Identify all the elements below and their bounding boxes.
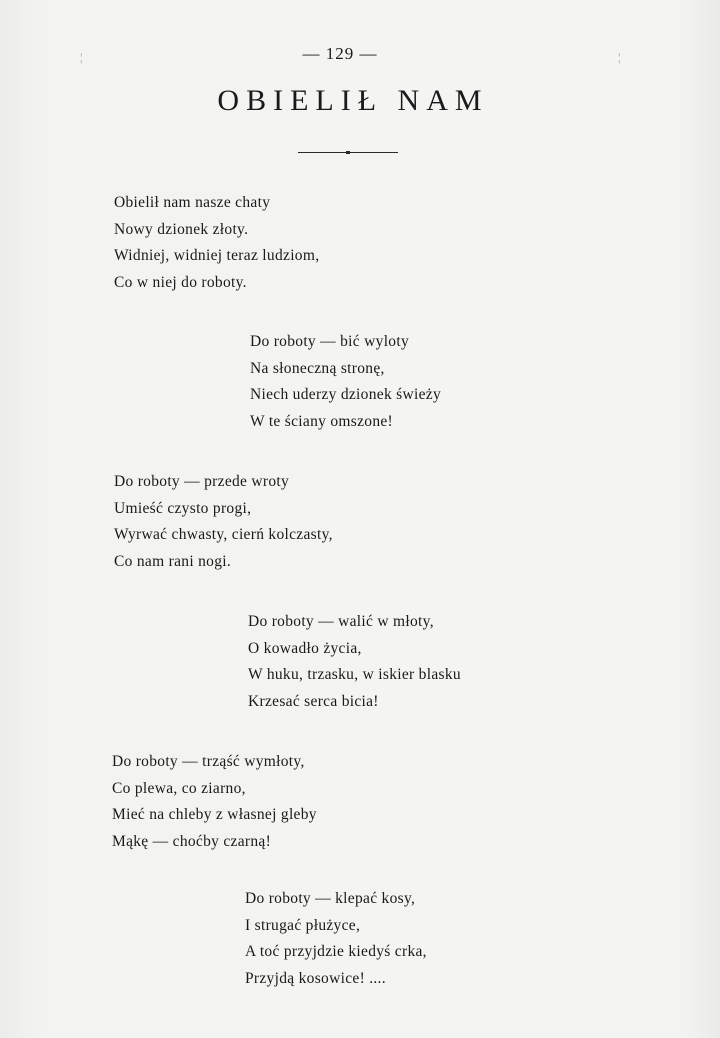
verse-line: Co w niej do roboty. bbox=[114, 273, 247, 291]
stanza-4 bbox=[248, 609, 461, 715]
page-edge-mark: ¦ bbox=[618, 50, 621, 64]
verse-line: Do roboty — walić w młoty, bbox=[248, 613, 434, 630]
stanza-6 bbox=[245, 886, 427, 992]
stanza-5 bbox=[112, 749, 317, 855]
verse-line: I strugać płużyce, bbox=[245, 916, 361, 934]
verse-line: Mieć na chleby z własnej gleby bbox=[112, 806, 317, 823]
stanza-1 bbox=[114, 190, 319, 296]
verse-line: Co plewa, co ziarno, bbox=[112, 779, 246, 797]
verse-line: Do roboty — trząść wymłoty, bbox=[112, 753, 305, 770]
verse-line: Do roboty — klepać kosy, bbox=[245, 890, 416, 907]
poem-title: OBIELIŁ NAM bbox=[217, 84, 489, 117]
verse-line: Umieść czysto progi, bbox=[114, 499, 252, 517]
verse-line: W huku, trzasku, w iskier blasku bbox=[248, 666, 461, 683]
verse-line: Mąkę — choćby czarną! bbox=[112, 832, 272, 850]
title-divider bbox=[298, 152, 398, 153]
verse-line: Wyrwać chwasty, cierń kolczasty, bbox=[114, 526, 333, 543]
verse-line: Widniej, widniej teraz ludziom, bbox=[114, 247, 320, 264]
stanza-3 bbox=[114, 469, 333, 575]
verse-line: Obielił nam nasze chaty bbox=[114, 194, 271, 211]
verse-line: O kowadło życia, bbox=[248, 639, 362, 657]
verse-line: Na słoneczną stronę, bbox=[250, 359, 385, 377]
stanza-2 bbox=[250, 329, 441, 435]
verse-line: Do roboty — bić wyloty bbox=[250, 333, 410, 350]
verse-line: Co nam rani nogi. bbox=[114, 552, 232, 570]
verse-line: Nowy dzionek złoty. bbox=[114, 220, 249, 238]
verse-line: Do roboty — przede wroty bbox=[114, 473, 290, 490]
page-number: — 129 — bbox=[302, 44, 378, 63]
page-edge-mark: ¦ bbox=[80, 50, 83, 64]
verse-line: Przyjdą kosowice! .... bbox=[245, 969, 386, 987]
verse-line: W te ściany omszone! bbox=[250, 412, 394, 430]
verse-line: Niech uderzy dzionek świeży bbox=[250, 386, 442, 403]
verse-line: A toć przyjdzie kiedyś crka, bbox=[245, 943, 427, 960]
verse-line: Krzesać serca bicia! bbox=[248, 692, 379, 710]
